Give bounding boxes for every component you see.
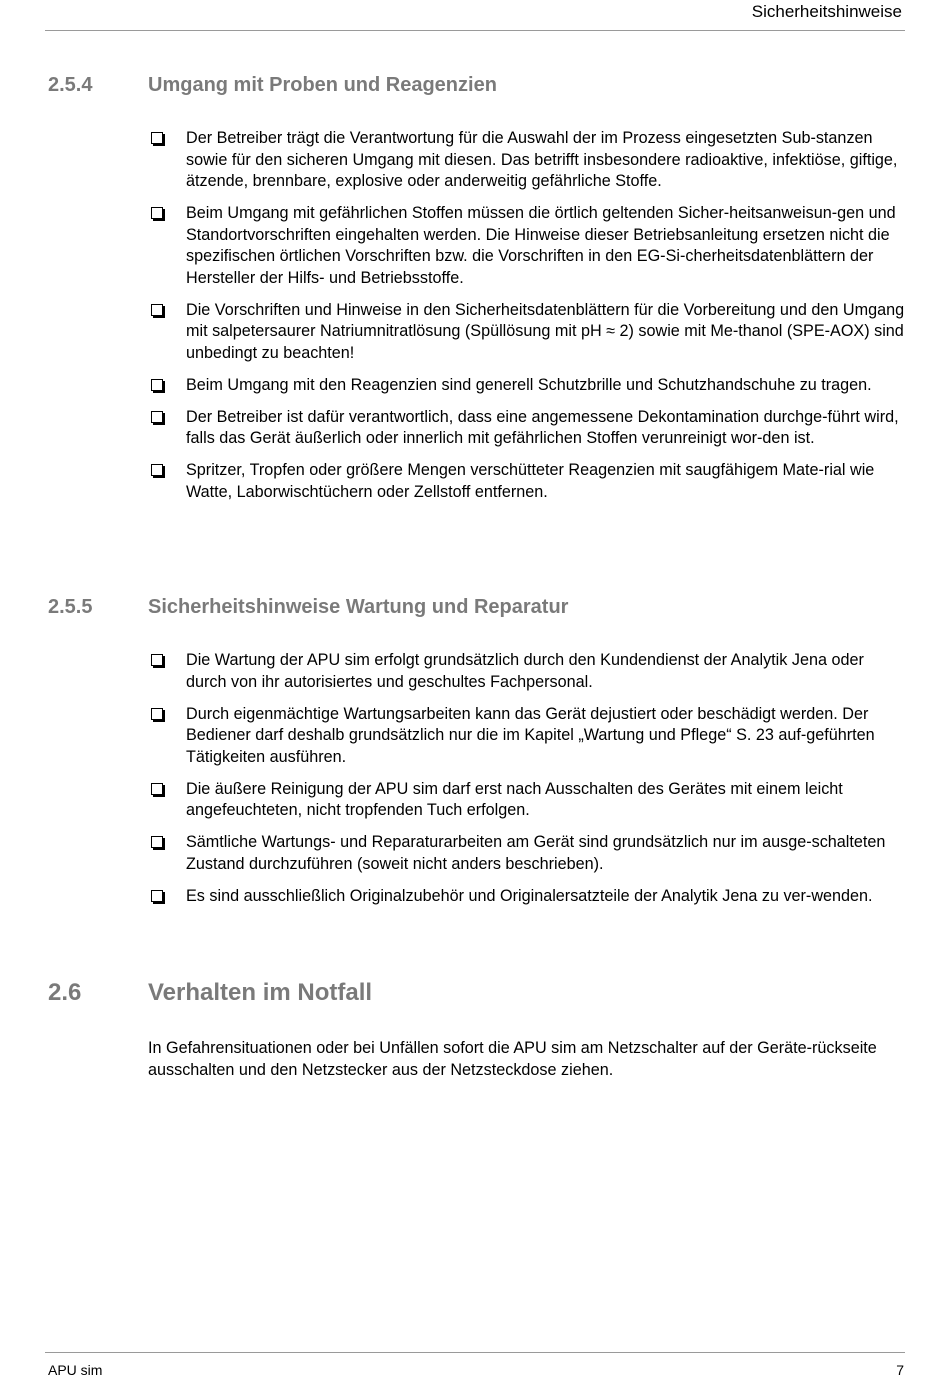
list-item xyxy=(150,704,906,769)
section-heading-2-5-5 xyxy=(48,595,848,619)
section-title: Sicherheitshinweise Wartung und Reparatur xyxy=(148,596,569,618)
checkbox-bullet-icon xyxy=(151,464,163,476)
section-title: Umgang mit Proben und Reagenzien xyxy=(148,74,497,96)
checkbox-bullet-icon xyxy=(151,708,163,720)
checkbox-bullet-icon xyxy=(151,304,163,316)
list-item-text: Beim Umgang mit gefährlichen Stoffen müssen die örtlich geltenden Sicher-heitsanweisun-gen und Standortvorschriften eingehalten werden. Die Hinweise dieser Betriebsanleitung ersetzen nicht die spezifischen örtlichen Vorschriften bzw. die Vorschriften in den EG-Si-cherheitsdatenblättern der Hersteller der Hilfs- und Betriebsstoffe. xyxy=(186,204,896,287)
list-item xyxy=(150,128,906,193)
list-item xyxy=(150,407,906,450)
list-item-text: Durch eigenmächtige Wartungsarbeiten kann das Gerät dejustiert oder beschädigt werden. Der Bediener darf deshalb grundsätzlich nur die im Kapitel „Wartung und Pflege“ S. 23 auf-geführten Tätigkeiten ausführen. xyxy=(186,704,875,766)
list-item-text: Der Betreiber trägt die Verantwortung für die Auswahl der im Prozess eingesetzten Sub-stanzen sowie für den sicheren Umgang mit diesen. Das betrifft insbesondere radioaktive, infektiöse, giftige, ätzende, brennbare, explosive oder anderweitig gefährliche Stoffe. xyxy=(186,129,898,190)
list-2-5-4 xyxy=(150,128,906,514)
checkbox-bullet-icon xyxy=(151,654,163,666)
section-number: 2.6 xyxy=(48,979,82,1006)
list-item xyxy=(150,203,906,289)
list-2-5-5 xyxy=(150,650,906,918)
checkbox-bullet-icon xyxy=(151,379,163,391)
checkbox-bullet-icon xyxy=(151,890,163,902)
footer-rule xyxy=(45,1352,905,1353)
section-title: Verhalten im Notfall xyxy=(148,979,373,1006)
list-item xyxy=(150,886,906,908)
list-item-text: Die äußere Reinigung der APU sim darf erst nach Ausschalten des Gerätes mit einem leicht angefeuchteten, nicht tropfenden Tuch erfolgen. xyxy=(186,779,843,819)
checkbox-bullet-icon xyxy=(151,411,163,423)
section-number: 2.5.4 xyxy=(48,74,93,96)
list-item-text: Die Vorschriften und Hinweise in den Sicherheitsdatenblättern für die Vorbereitung und den Umgang mit salpetersaurer Natriumnitratlösung (Spüllösung mit pH ≈ 2) sowie mit Me-thanol (SPE-AOX) sind unbedingt zu beachten! xyxy=(186,300,905,362)
list-item xyxy=(150,650,906,693)
list-item xyxy=(150,832,906,875)
list-item-text: Es sind ausschließlich Originalzubehör und Originalersatzteile der Analytik Jena zu ver-wenden. xyxy=(186,886,873,905)
list-item xyxy=(150,779,906,822)
section-number: 2.5.5 xyxy=(48,596,93,618)
checkbox-bullet-icon xyxy=(151,132,163,144)
list-item xyxy=(150,300,906,365)
list-item-text: Die Wartung der APU sim erfolgt grundsätzlich durch den Kundendienst der Analytik Jena oder durch von ihr autorisiertes und geschultes Fachpersonal. xyxy=(186,651,864,691)
emergency-paragraph: In Gefahrensituationen oder bei Unfällen sofort die APU sim am Netzschalter auf der Geräte-rückseite ausschalten und den Netzstecker aus der Netzsteckdose ziehen. xyxy=(148,1039,877,1079)
list-item-text: Beim Umgang mit den Reagenzien sind generell Schutzbrille und Schutzhandschuhe zu tragen. xyxy=(186,375,872,394)
checkbox-bullet-icon xyxy=(151,207,163,219)
running-header: Sicherheitshinweise xyxy=(751,2,902,21)
list-item xyxy=(150,375,906,397)
list-item xyxy=(150,460,906,503)
checkbox-bullet-icon xyxy=(151,783,163,795)
list-item-text: Spritzer, Tropfen oder größere Mengen verschütteter Reagenzien mit saugfähigem Mate-rial wie Watte, Laborwischtüchern oder Zellstoff entfernen. xyxy=(186,461,875,501)
list-item-text: Der Betreiber ist dafür verantwortlich, dass eine angemessene Dekontamination durchge-führt wird, falls das Gerät äußerlich oder innerlich mit gefährlichen Stoffen verunreinigt wor-den ist. xyxy=(186,407,899,447)
checkbox-bullet-icon xyxy=(151,836,163,848)
section-heading-2-5-4 xyxy=(48,73,848,97)
section-heading-2-6 xyxy=(48,979,848,1007)
footer-product-name: APU sim xyxy=(48,1362,103,1378)
list-item-text: Sämtliche Wartungs- und Reparaturarbeiten am Gerät sind grundsätzlich nur im ausge-schalteten Zustand durchzuführen (soweit nicht anders beschrieben). xyxy=(186,833,886,873)
header-rule xyxy=(45,30,905,31)
footer-page-number: 7 xyxy=(896,1362,904,1378)
